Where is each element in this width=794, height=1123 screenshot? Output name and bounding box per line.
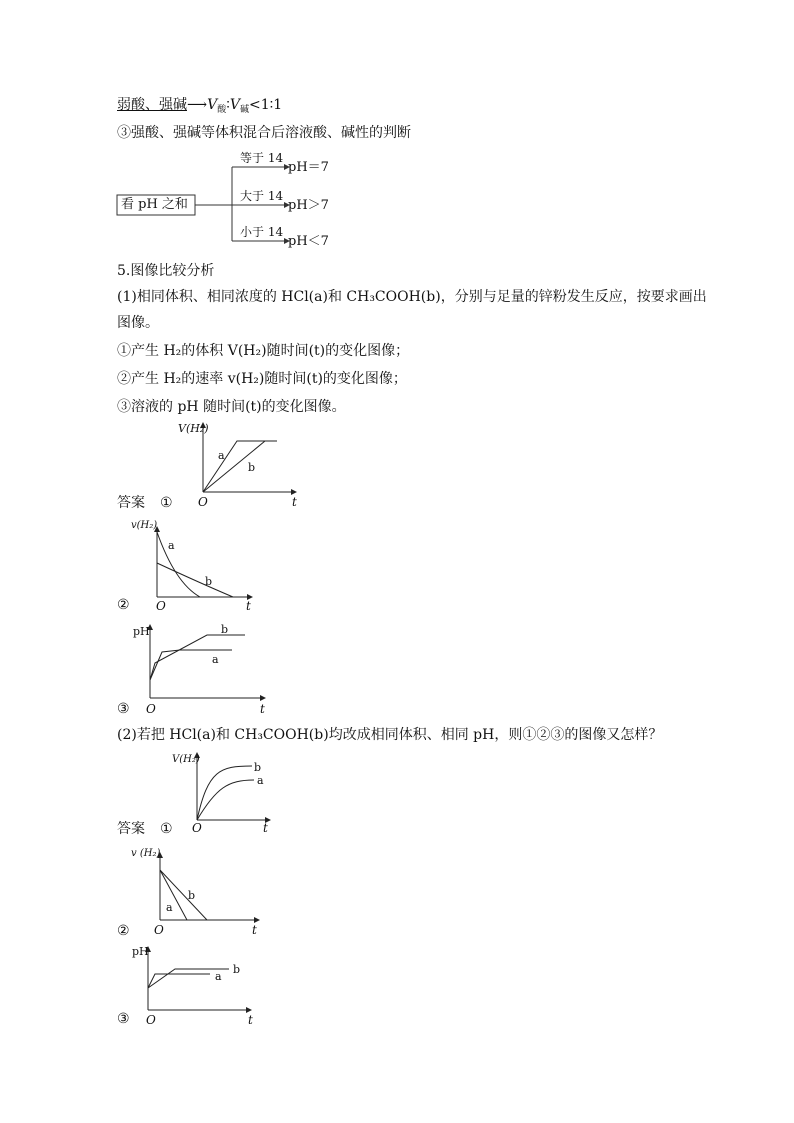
- g3-series-b: b: [221, 623, 229, 636]
- q2-text: (2)若把 HCl(a)和 CH₃COOH(b)均改成相同体积、相同 pH，则①②③的图像又怎样？: [117, 727, 663, 743]
- v-symbol-2: V: [229, 97, 240, 113]
- branch-result-greater: pH＞7: [288, 198, 329, 213]
- v-symbol: V: [207, 97, 218, 113]
- q1-sub2: ②产生 H₂的速率 v(H₂)随时间(t)的变化图像；: [117, 371, 407, 387]
- g4-vol-axis-label: [172, 752, 200, 768]
- g2-series-b: b: [205, 575, 213, 588]
- g4-origin: O: [192, 821, 202, 835]
- item3-title: ③强酸、强碱等体积混合后溶液酸、碱性的判断: [117, 125, 411, 141]
- branch-result-equal: pH＝7: [288, 160, 329, 175]
- mark-2-3: ③: [117, 1011, 130, 1027]
- g6-origin: O: [146, 1013, 156, 1027]
- v-acid-sub: 酸: [217, 105, 227, 115]
- q1-sub3: ③溶液的 pH 随时间(t)的变化图像。: [117, 399, 346, 415]
- branch-condition-less: 小于 14: [240, 225, 284, 239]
- g2-origin: O: [156, 599, 166, 613]
- g4-vol-axis-text: V(H₂): [172, 754, 200, 765]
- q1-line1: (1)相同体积、相同浓度的 HCl(a)和 CH₃COOH(b)，分别与足量的锌粉发生反应，按要求画出: [117, 289, 707, 305]
- g5-series-a: a: [166, 901, 173, 914]
- ph-sum-box-label: 看 pH 之和: [121, 197, 188, 212]
- g1-series-a: a: [218, 449, 225, 462]
- g3-series-a: a: [212, 653, 219, 666]
- branch-condition-equal: 等于 14: [240, 151, 284, 165]
- graph-2-ph: [145, 946, 252, 1013]
- g5-time: t: [252, 923, 257, 937]
- section5-title: 5.图像比较分析: [117, 263, 215, 279]
- g5-series-b: b: [188, 889, 196, 902]
- g3-ph-axis-label: pH: [133, 625, 150, 638]
- g6-series-b: b: [233, 963, 241, 976]
- answer-label-2: 答案: [117, 821, 145, 837]
- ratio: <1∶1: [249, 97, 283, 113]
- mark-1-3: ③: [117, 701, 130, 717]
- g6-time: t: [248, 1013, 253, 1027]
- q1-sub1: ①产生 H₂的体积 V(H₂)随时间(t)的变化图像；: [117, 343, 410, 359]
- g6-series-a: a: [215, 970, 222, 983]
- q1-line2: 图像。: [117, 315, 159, 331]
- mark-2-1: ①: [160, 821, 173, 837]
- g1-origin: O: [198, 495, 208, 509]
- branch-condition-greater: 大于 14: [240, 189, 284, 203]
- g2-series-a: a: [168, 539, 175, 552]
- g4-series-b: b: [254, 761, 262, 774]
- answer-label-1: 答案: [117, 495, 145, 511]
- v-base-sub: 碱: [240, 105, 250, 115]
- g2-time: t: [246, 599, 251, 613]
- g1-series-b: b: [248, 461, 256, 474]
- branch-result-less: pH＜7: [288, 234, 329, 249]
- top-line-prefix: 弱酸、强碱: [117, 97, 187, 113]
- g5-origin: O: [154, 923, 164, 937]
- mark-1-2: ②: [117, 597, 130, 613]
- g5-rate-axis-text: v (H₂): [131, 848, 161, 859]
- g5-rate-axis-label: [131, 846, 160, 862]
- g2-rate-axis-text: v(H₂): [131, 520, 158, 531]
- g1-vol-axis-text: V(H₂): [178, 422, 209, 435]
- g6-ph-axis-label: pH: [132, 945, 149, 958]
- g3-origin: O: [146, 702, 156, 716]
- mark-1-1: ①: [160, 495, 173, 511]
- g4-series-a: a: [257, 774, 264, 787]
- top-line: 弱酸、强碱$⟶V_酸∶V_碱<1∶1$: [117, 97, 283, 115]
- mark-2-2: ②: [117, 923, 130, 939]
- g4-time: t: [263, 821, 268, 835]
- arrow-icon: ⟶: [187, 97, 208, 113]
- g3-time: t: [260, 702, 265, 716]
- g1-time: t: [292, 495, 297, 509]
